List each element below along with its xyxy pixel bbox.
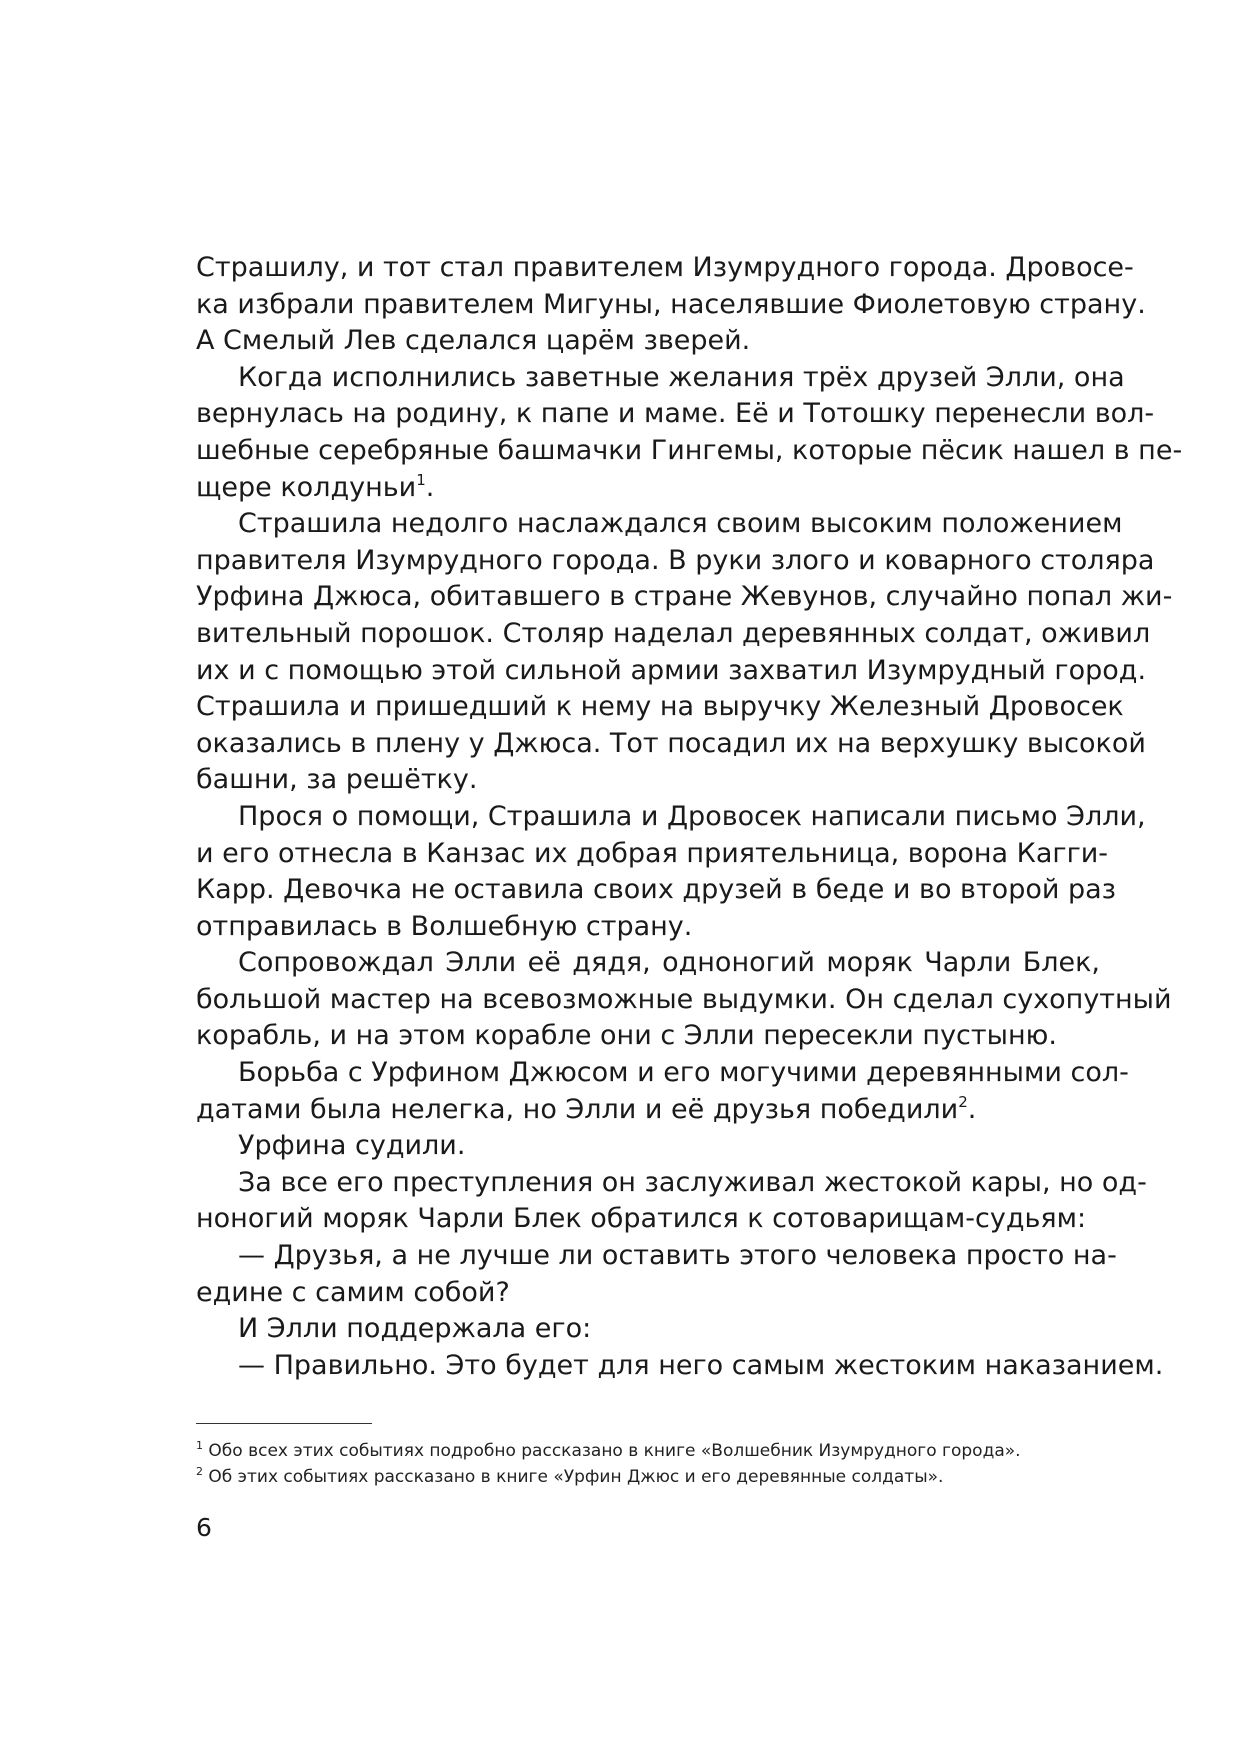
footnote-mark: 2 [196, 1465, 203, 1478]
footnote-mark: 1 [196, 1439, 203, 1452]
text-line: вернулась на родину, к папе и маме. Её и Тотошку перенесли вол- [196, 398, 1155, 430]
main-text [196, 250, 1183, 1384]
text-line: — Друзья, а не лучше ли оставить этого человека просто на- [238, 1240, 1117, 1272]
text-line: — Правильно. Это будет для него самым жестоким наказанием. [238, 1349, 1164, 1381]
text-line: и его отнесла в Канзас их добрая приятельница, ворона Кагги- [196, 837, 1109, 869]
text-line: Прося о помощи, Страшила и Дровосек написали письмо Элли, [238, 800, 1146, 832]
text-line: Карр. Девочка не оставила своих друзей в беде и во второй раз [196, 874, 1117, 906]
text-line: башни, за решётку. [196, 764, 478, 796]
text-line: ка избрали правителем Мигуны, населявшие Фиолетовую страну. [196, 288, 1146, 320]
footnote-1 [196, 1438, 1096, 1464]
footnote-ref-1: 1 [416, 470, 426, 489]
text-line: оказались в плену у Джюса. Тот посадил их на верхушку высокой [196, 727, 1146, 759]
text-line: едине с самим собой? [196, 1276, 510, 1308]
footnote-ref-2: 2 [958, 1092, 968, 1111]
text-line: Урфина судили. [238, 1130, 466, 1162]
text-line: отправилась в Волшебную страну. [196, 910, 693, 942]
footnote-text: Об этих событиях рассказано в книге «Урфин Джюс и его деревянные солдаты». [208, 1467, 944, 1487]
text-line: Урфина Джюса, обитавшего в стране Жевунов, случайно попал жи- [196, 581, 1173, 613]
text-line: И Элли поддержала его: [238, 1313, 592, 1345]
text-line: Страшилу, и тот стал правителем Изумрудного города. Дровосе- [196, 252, 1134, 283]
footnotes [196, 1438, 1096, 1490]
text-line: Страшила недолго наслаждался своим высоким положением [238, 508, 1123, 540]
text-line: правителя Изумрудного города. В руки злого и коварного столяра [196, 544, 1155, 576]
text-line: большой мастер на всевозможные выдумки. Он сделал сухопутный [196, 983, 1172, 1015]
text-line: За все его преступления он заслуживал жестокой кары, но од- [238, 1166, 1147, 1198]
footnote-divider [196, 1423, 372, 1424]
footnote-text: Обо всех этих событиях подробно рассказано в книге «Волшебник Изумрудного города». [208, 1441, 1021, 1461]
text-line: шебные серебряные башмачки Гингемы, которые пёсик нашел в пе- [196, 434, 1183, 466]
text-line: Борьба с Урфином Джюсом и его могучими деревянными сол- [238, 1057, 1129, 1089]
text-line: Когда исполнились заветные желания трёх друзей Элли, она [238, 361, 1125, 393]
text-line-with-footnote: датами была нелегка, но Элли и её друзья победили$^2$. [196, 1092, 977, 1125]
text-line: А Смелый Лев сделался царём зверей. [196, 325, 751, 357]
text-fragment: щере колдуньи [196, 471, 417, 503]
text-line: корабль, и на этом корабле они с Элли пересекли пустыню. [196, 1020, 1057, 1052]
text-line: Страшила и пришедший к нему на выручку Железный Дровосек [196, 691, 1124, 723]
footnote-2 [196, 1464, 1096, 1490]
text-line: их и с помощью этой сильной армии захватил Изумрудный город. [196, 654, 1147, 686]
page-number: 6 [196, 1513, 212, 1542]
text-line: ноногий моряк Чарли Блек обратился к сотоварищам-судьям: [196, 1203, 1087, 1235]
text-line-with-footnote: щере колдуньи$^1$. [196, 470, 435, 503]
text-fragment: датами была нелегка, но Элли и её друзья победили [196, 1093, 959, 1125]
text-line: Сопровождал Элли её дядя, одноногий моряк Чарли Блек, [238, 947, 1100, 979]
text-line: вительный порошок. Столяр наделал деревянных солдат, оживил [196, 617, 1151, 649]
